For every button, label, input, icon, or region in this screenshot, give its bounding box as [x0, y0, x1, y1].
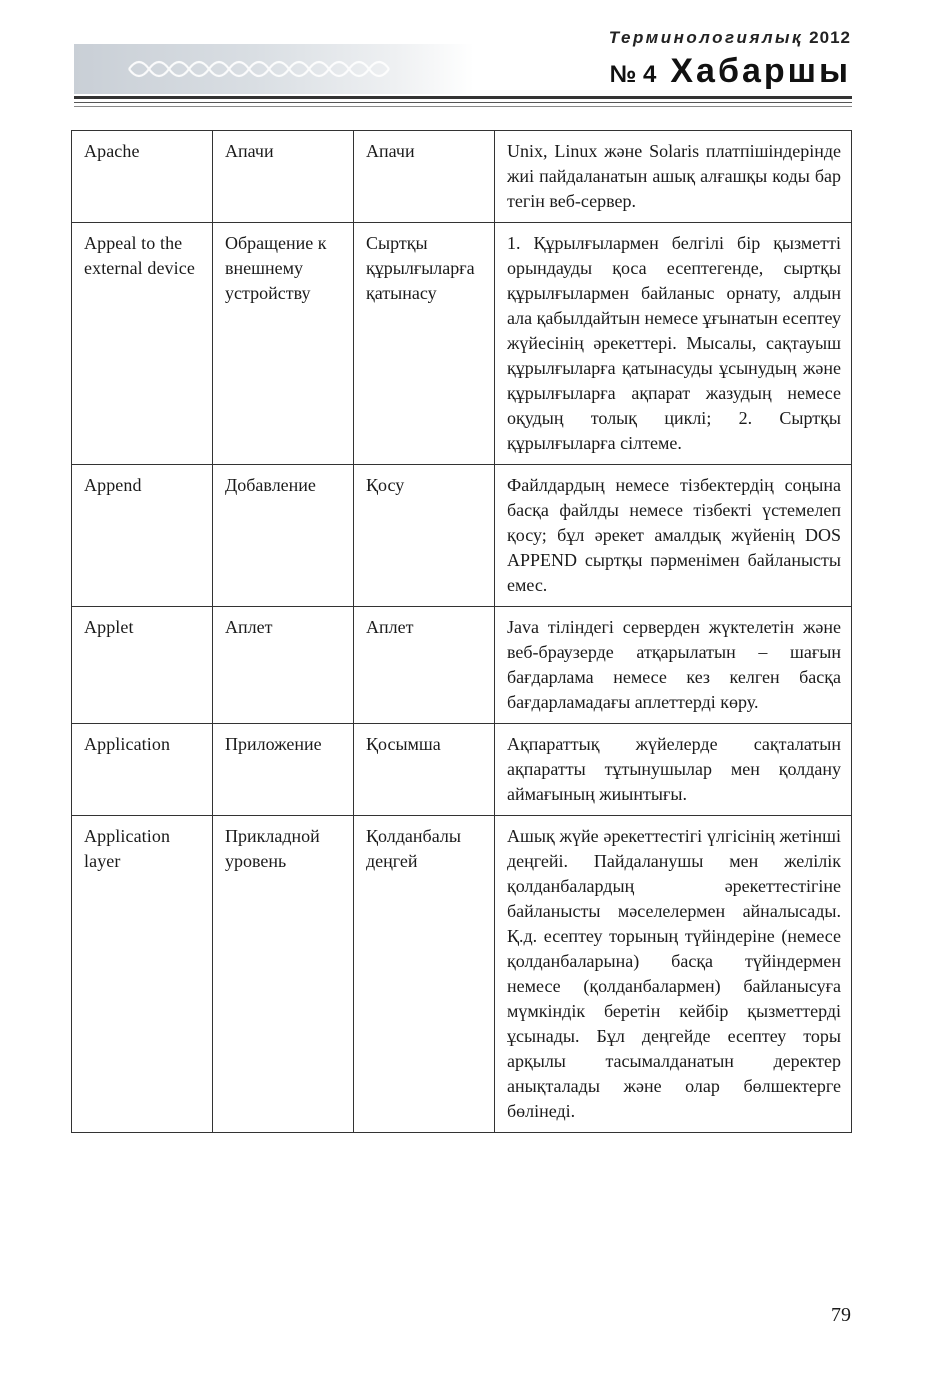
header-banner — [74, 44, 474, 94]
issue-number: № 4 — [609, 61, 657, 88]
header-rule — [74, 96, 852, 99]
term-russian: Обращение к внешнему устройству — [213, 223, 354, 465]
page-number: 79 — [831, 1304, 851, 1326]
term-definition: Ақпараттық жүйелерде сақталатын ақпаратты тұтынушылар мен қолдану аймағының жиынтығы. — [495, 724, 852, 816]
term-definition: Java тіліндегі серверден жүктелетін және веб-браузерде атқарылатын – шағын бағдарлама немесе кез келген басқа бағдарламадағы аплеттерді көру. — [495, 607, 852, 724]
table-row — [72, 131, 852, 223]
term-english: Application layer — [72, 816, 213, 1133]
term-russian: Апачи — [213, 131, 354, 223]
term-kazakh: Қосу — [354, 465, 495, 607]
journal-title — [610, 52, 851, 91]
header-rule — [74, 102, 852, 103]
term-kazakh: Сыртқы құрылғыларға қатынасу — [354, 223, 495, 465]
term-russian: Добавление — [213, 465, 354, 607]
table-row — [72, 816, 852, 1133]
table-row — [72, 607, 852, 724]
term-russian: Аплет — [213, 607, 354, 724]
term-definition: 1. Құрылғылармен белгілі бір қызметті орындауды қоса есептегенде, сыртқы құрылғылармен байланыс орнату, алдын ала қабылдайтын немесе ұғынатын есептеу жүйесінің әрекеттері. Мысалы, сақтауыш құрылғыларға қатынасуды ұсынудың және құрылғыларға ақпарат жазудың немесе оқудың толық циклі; 2. Сыртқы құрылғыларға сілтеме. — [495, 223, 852, 465]
term-russian: Прикладной уровень — [213, 816, 354, 1133]
journal-line1: Терминологиялық — [608, 28, 804, 47]
term-kazakh: Қолданбалы деңгей — [354, 816, 495, 1133]
term-english: Application — [72, 724, 213, 816]
journal-subtitle — [609, 28, 851, 48]
terminology-table — [71, 130, 852, 1133]
term-definition: Unix, Linux және Solaris платпішіндерінде жиі пайдаланатын ашық алғашқы коды бар тегін веб-сервер. — [495, 131, 852, 223]
table-row — [72, 465, 852, 607]
term-definition: Ашық жүйе әрекеттестігі үлгісінің жетінші деңгейі. Пайдаланушы мен желілік қолданбалардың әрекеттестігіне байланысты мәселелермен айналысады. Қ.д. есептеу торының түйіндеріне (немесе қолданбаларына) басқа түйіндермен немесе (қолданбалармен) байланысуға мүмкіндік беретін кейбір қызметтерді ұсынады. Бұл деңгейде есептеу торы арқылы тасымалданатын деректер анықталады және олар бөлшектерге бөлінеді. — [495, 816, 852, 1133]
term-kazakh: Аплет — [354, 607, 495, 724]
header-rule — [74, 106, 852, 107]
term-kazakh: Апачи — [354, 131, 495, 223]
journal-name: Хабаршы — [670, 52, 851, 90]
term-kazakh: Қосымша — [354, 724, 495, 816]
journal-year: 2012 — [809, 28, 851, 47]
term-english: Append — [72, 465, 213, 607]
term-definition: Файлдардың немесе тізбектердің соңына басқа файлды немесе тізбекті үстемелеп қосу; бұл әрекет амалдық жүйенің DOS APPEND сыртқы пәрменімен байланысты емес. — [495, 465, 852, 607]
term-english: Appeal to the external device — [72, 223, 213, 465]
table-row — [72, 724, 852, 816]
table-row — [72, 223, 852, 465]
kazakh-ornament-icon — [124, 50, 424, 88]
term-english: Applet — [72, 607, 213, 724]
term-russian: Приложение — [213, 724, 354, 816]
term-english: Apache — [72, 131, 213, 223]
